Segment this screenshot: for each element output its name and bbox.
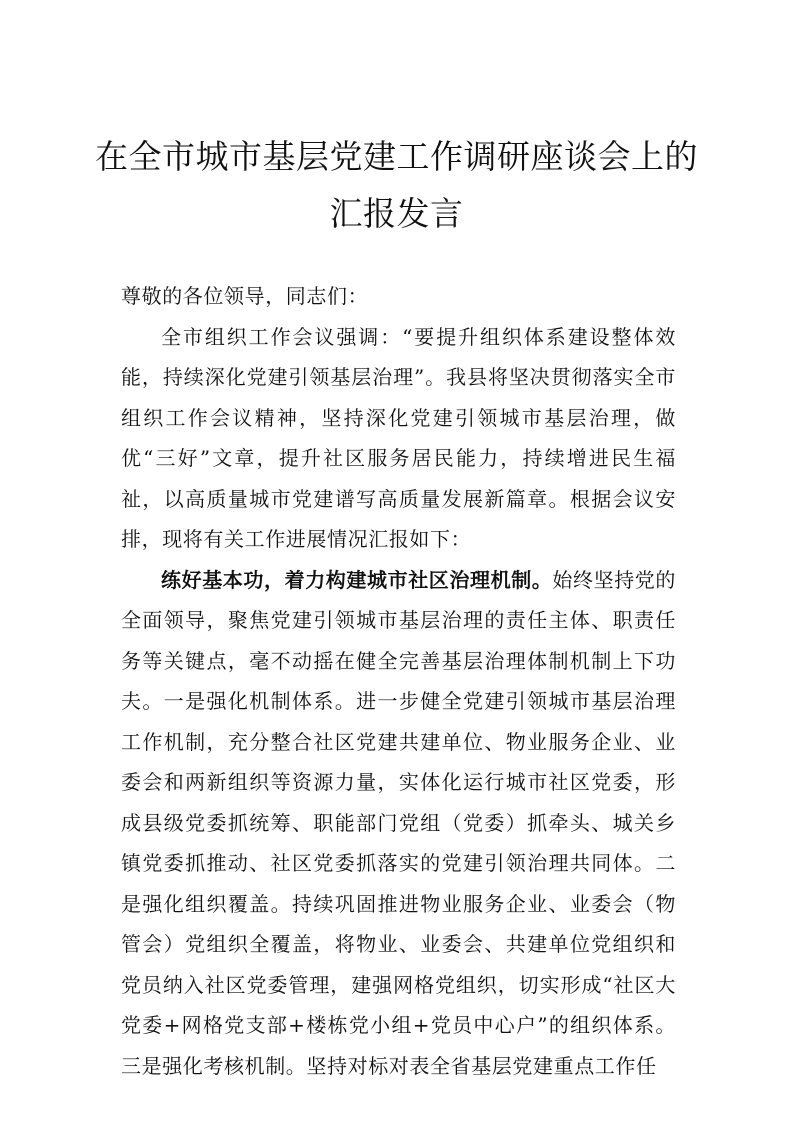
paragraph-mechanism [121,560,676,1087]
document-body [121,276,676,1086]
document-title-line-2: 汇报发言 [329,194,464,233]
section-heading: 练好基本功，着力构建城市社区治理机制。 [161,567,553,592]
paragraph-intro: 全市组织工作会议强调：“要提升组织体系建设整体效能，持续深化党建引领基层治理”。我县将坚决贯彻落实全市组织工作会议精神，坚持深化党建引领城市基层治理，做优“三好”文章，提升社区服务居民能力，持续增进民生福祉，以高质量城市党建谱写高质量发展新篇章。根据会议安排，现将有关工作进展情况汇报如下： [121,324,676,551]
document-title-line-1: 在全市城市基层党建工作调研座谈会上的 [95,137,698,176]
paragraph-mechanism-text: 始终坚持党的全面领导，聚焦党建引领城市基层治理的责任主体、职责任务等关键点，毫不动摇在健全完善基层治理体制机制上下功夫。一是强化机制体系。进一步健全党建引领城市基层治理工作机制，充分整合社区党建共建单位、物业服务企业、业委会和两新组织等资源力量，实体化运行城市社区党委，形成县级党委抓统筹、职能部门党组（党委）抓牵头、城关乡镇党委抓推动、社区党委抓落实的党建引领治理共同体。二是强化组织覆盖。持续巩固推进物业服务企业、业委会（物管会）党组织全覆盖，将物业、业委会、共建单位党组织和党员纳入社区党委管理，建强网格党组织，切实形成“社区大党委+网格党支部+楼栋党小组+党员中心户”的组织体系。三是强化考核机制。坚持对标对表全省基层党建重点工作任 [121,567,677,1078]
salutation: 尊敬的各位领导，同志们： [121,284,369,308]
